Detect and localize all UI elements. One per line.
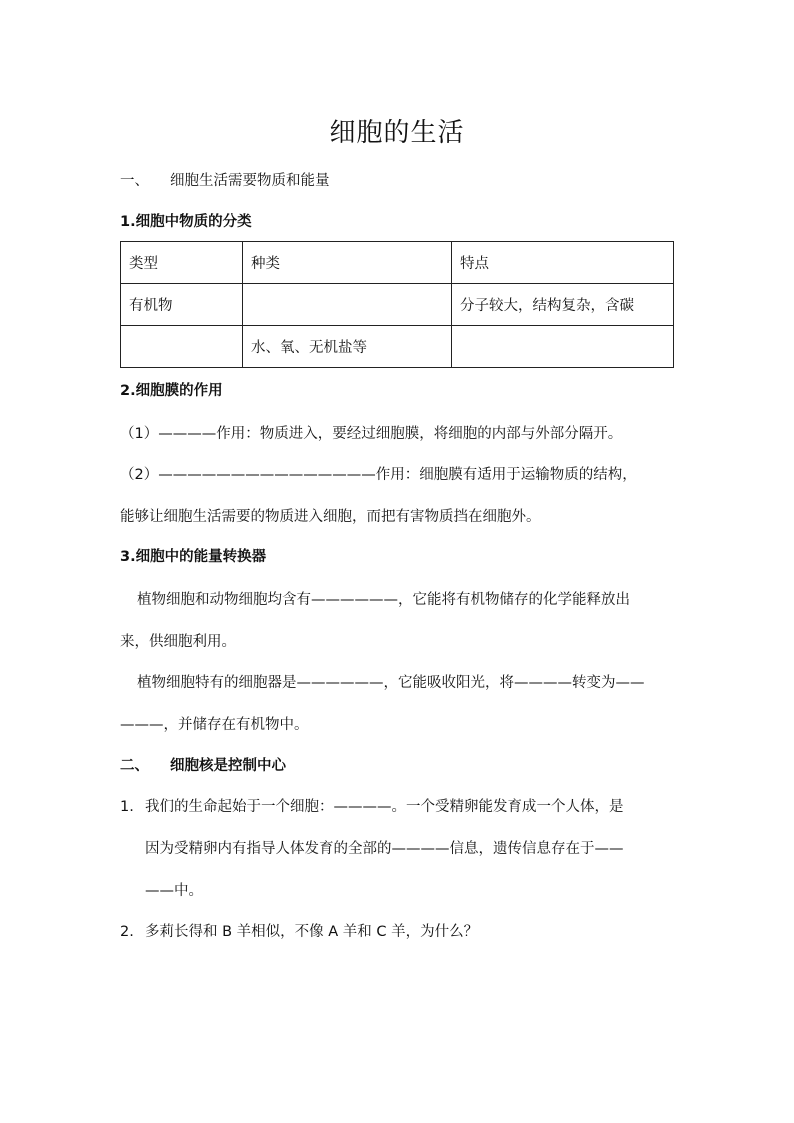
section-1-heading: [120, 171, 330, 191]
table-cell: 有机物: [121, 284, 243, 326]
table-cell: [121, 326, 243, 368]
substance-classification-table: [120, 241, 674, 368]
table-header-row: [121, 242, 674, 284]
question-2-line-1: 多莉长得和 B 羊相似，不像 A 羊和 C 羊，为什么？: [145, 924, 479, 940]
energy-converter-para-1-line-1: 植物细胞和动物细胞均含有——————，它能将有机物储存的化学能释放出: [137, 592, 630, 608]
table-cell: [243, 284, 452, 326]
subsection-3-heading: 3.细胞中的能量转换器: [120, 549, 267, 565]
question-1-line-3: ——中。: [145, 883, 203, 899]
section-2-title: 细胞核是控制中心: [170, 758, 286, 774]
table-header-cell: 类型: [121, 242, 243, 284]
table-header-cell: 特点: [452, 242, 674, 284]
table-cell: 水、氧、无机盐等: [243, 326, 452, 368]
table-row: [121, 284, 674, 326]
question-2-number: 2.: [120, 924, 134, 940]
question-1-line-1: 我们的生命起始于一个细胞：————。一个受精卵能发育成一个人体，是: [145, 799, 624, 815]
question-1-line-2: 因为受精卵内有指导人体发育的全部的————信息，遗传信息存在于——: [145, 841, 624, 857]
energy-converter-para-2-line-2: ———，并储存在有机物中。: [120, 717, 309, 733]
section-2-number: 二、: [120, 758, 149, 774]
membrane-function-1: （1）————作用：物质进入，要经过细胞膜，将细胞的内部与外部分隔开。: [120, 426, 623, 442]
table-cell: [452, 326, 674, 368]
membrane-function-2-line-2: 能够让细胞生活需要的物质进入细胞，而把有害物质挡在细胞外。: [120, 509, 541, 525]
table-cell: 分子较大，结构复杂，含碳: [452, 284, 674, 326]
energy-converter-para-1-line-2: 来，供细胞利用。: [120, 634, 236, 650]
table-row: [121, 326, 674, 368]
table-header-cell: 种类: [243, 242, 452, 284]
section-2-heading: [120, 756, 286, 776]
membrane-function-2-line-1: （2）———————————————作用：细胞膜有适用于运输物质的结构，: [120, 467, 637, 483]
page-title: 细胞的生活: [329, 118, 465, 148]
question-1-number: 1.: [120, 799, 134, 815]
section-1-number: 一、: [120, 173, 149, 189]
energy-converter-para-2-line-1: 植物细胞特有的细胞器是——————，它能吸收阳光，将————转变为——: [137, 675, 645, 691]
subsection-2-heading: 2.细胞膜的作用: [120, 383, 223, 399]
subsection-1-heading: 1.细胞中物质的分类: [120, 214, 252, 230]
section-1-title: 细胞生活需要物质和能量: [170, 173, 330, 189]
